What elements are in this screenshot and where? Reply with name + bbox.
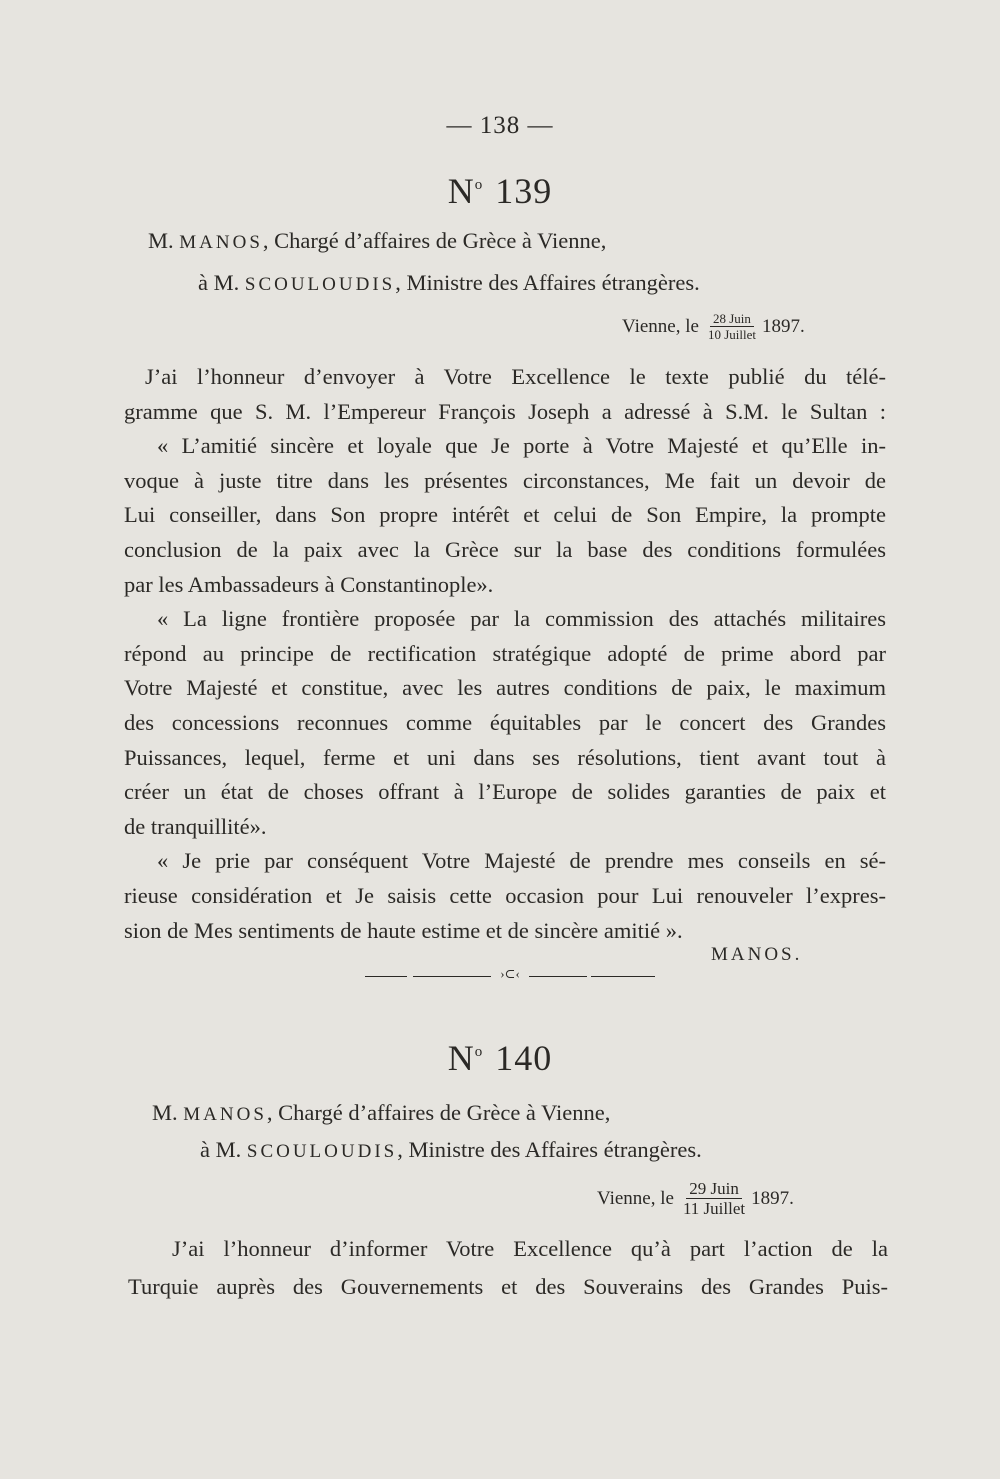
number-prefix: N	[447, 1038, 475, 1078]
recipient-prefix: à M.	[198, 270, 240, 295]
body-line: J’ai l’honneur d’envoyer à Votre Excellence le texte publié du télé-	[145, 364, 886, 389]
recipient-title: , Ministre des Affaires étrangères.	[395, 270, 700, 295]
separator-rule	[591, 976, 655, 977]
document-number-139	[0, 170, 1000, 212]
separator-rule	[365, 976, 407, 977]
separator-rule	[529, 976, 587, 977]
number-value: 139	[495, 171, 553, 211]
body-line: des concessions reconnues comme équitables par le concert des Grandes	[124, 709, 886, 735]
sender-line-139	[148, 230, 606, 253]
body-line: Turquie auprès des Gouvernements et des Souverains des Grandes Puis-	[128, 1274, 888, 1299]
sender-prefix: M.	[152, 1100, 178, 1125]
letter-body-140	[128, 1230, 888, 1306]
separator-ornament: ›⊂‹	[500, 966, 520, 981]
page-number: — 138 —	[446, 112, 554, 139]
separator-rule	[413, 976, 491, 977]
number-sup: o	[474, 177, 484, 193]
recipient-line-139	[198, 272, 700, 295]
body-line: conclusion de la paix avec la Grèce sur la base des conditions formulées	[124, 536, 886, 562]
body-line: « L’amitié sincère et loyale que Je porte à Votre Majesté et qu’Elle in-	[157, 433, 886, 459]
document-number-140	[0, 1037, 1000, 1079]
date-place: Vienne, le	[597, 1187, 674, 1209]
body-line: J’ai l’honneur d’informer Votre Excellence qu’à part l’action de la	[172, 1236, 888, 1261]
body-line: voque à juste titre dans les présentes circonstances, Me fait un devoir de	[124, 467, 886, 493]
body-line: de tranquillité».	[124, 813, 267, 839]
sender-name: MANOS	[179, 232, 263, 253]
date-old-style: 28 Juin	[710, 312, 754, 327]
recipient-line-140	[200, 1139, 702, 1162]
number-sup: o	[474, 1044, 484, 1060]
sender-prefix: M.	[148, 228, 174, 253]
recipient-name: SCOULOUDIS	[246, 1141, 398, 1162]
sender-title: , Chargé d’affaires de Grèce à Vienne,	[266, 1100, 611, 1125]
recipient-name: SCOULOUDIS	[244, 274, 396, 295]
body-line: rieuse considération et Je saisis cette occasion pour Lui renouveler l’expres-	[124, 882, 886, 908]
date-place: Vienne, le	[622, 315, 699, 337]
date-new-style: 11 Juillet	[682, 1199, 746, 1218]
date-old-style: 29 Juin	[686, 1180, 742, 1199]
body-line: « La ligne frontière proposée par la commission des attachés militaires	[157, 606, 886, 632]
body-line: répond au principe de rectification stratégique adopté de prime abord par	[124, 640, 886, 666]
number-value: 140	[495, 1038, 553, 1078]
recipient-prefix: à M.	[200, 1137, 242, 1162]
body-line: gramme que S. M. l’Empereur François Joseph a adressé à S.M. le Sultan :	[124, 398, 886, 424]
dateline-139	[622, 312, 805, 341]
date-fraction	[705, 312, 759, 341]
body-line: Puissances, lequel, ferme et uni dans ses résolutions, tient avant tout à	[124, 744, 886, 770]
recipient-title: , Ministre des Affaires étrangères.	[397, 1137, 702, 1162]
section-separator	[365, 966, 655, 986]
signature-139: MANOS.	[711, 944, 803, 965]
sender-line-140	[152, 1102, 610, 1125]
number-prefix: N	[447, 171, 475, 211]
body-line: Lui conseiller, dans Son propre intérêt et celui de Son Empire, la prompte	[124, 502, 886, 528]
sender-name: MANOS	[183, 1104, 267, 1125]
letter-body-139	[124, 360, 886, 948]
body-line: par les Ambassadeurs à Constantinople».	[124, 571, 494, 597]
date-year: 1897.	[751, 1187, 794, 1209]
sender-title: , Chargé d’affaires de Grèce à Vienne,	[262, 228, 607, 253]
body-line: Votre Majesté et constitue, avec les autres conditions de paix, le maximum	[124, 675, 886, 701]
date-new-style: 10 Juillet	[707, 327, 756, 342]
dateline-140	[597, 1180, 794, 1217]
body-line: « Je prie par conséquent Votre Majesté de prendre mes conseils en sé-	[157, 848, 886, 874]
body-line: créer un état de choses offrant à l’Europe de solides garanties de paix et	[124, 779, 886, 805]
date-fraction	[680, 1180, 748, 1217]
date-year: 1897.	[761, 315, 805, 337]
body-line: sion de Mes sentiments de haute estime et de sincère amitié ».	[124, 917, 683, 943]
